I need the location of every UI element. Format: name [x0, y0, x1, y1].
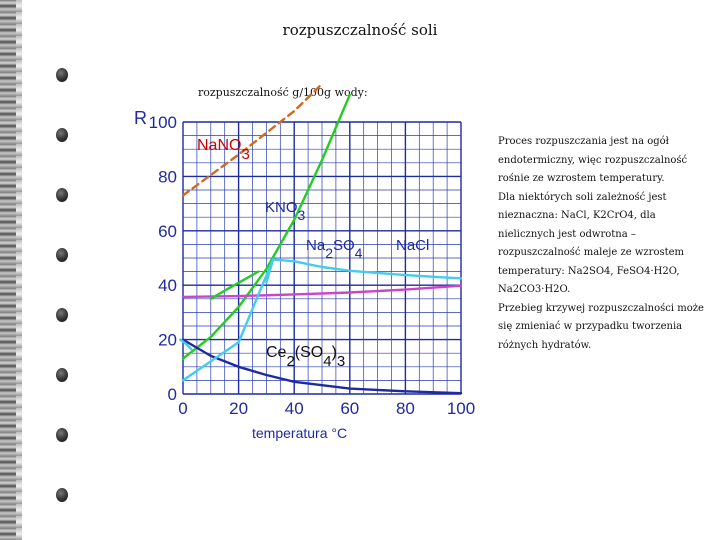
y-tick-label: 40: [158, 276, 177, 296]
y-tick-label: 20: [158, 330, 177, 350]
x-tick-label: 0: [178, 399, 188, 418]
y-tick-label: 60: [158, 221, 177, 241]
y-tick-label: 0: [167, 385, 177, 404]
curve-label: $Na_2SO_4$: [306, 237, 363, 261]
x-tick-label: 20: [229, 399, 249, 418]
curve-label: $KNO_3$: [265, 199, 306, 223]
x-axis-label: temperatura °C: [252, 425, 348, 441]
note-paragraph: Przebieg krzywej rozpuszczalności może się zmieniać w przypadku tworzenia różnych hydratów.: [498, 302, 704, 351]
x-tick-label: 100: [446, 399, 476, 418]
curve-label: NaNO$_3$: [197, 137, 250, 163]
x-tick-label: 40: [284, 399, 304, 418]
y-tick-label: 80: [158, 167, 177, 187]
curve-label: $Ce_2(SO_4)_3$: [266, 344, 346, 370]
slide-subtitle: rozpuszczalność g/100g wody:: [198, 86, 368, 99]
x-tick-label: 80: [395, 399, 415, 418]
slide-title: rozpuszczalność soli: [282, 21, 438, 39]
note-paragraph: Dla niektórych soli zależność jest nieznaczna: NaCl, K2CrO4, dla nielicznych jest odwrotna – rozpuszczalność maleje ze wzrostem temperatury: Na2SO4, FeSO4·H2O, Na2CO3·H2O.: [498, 191, 685, 295]
y-axis-label: R: [134, 108, 147, 128]
note-paragraph: Proces rozpuszczania jest na ogół endotermiczny, więc rozpuszczalność rośnie ze wzrostem temperatury.: [498, 136, 688, 184]
curve-label: NaCl: [396, 237, 430, 254]
x-tick-label: 60: [340, 399, 360, 418]
y-tick-label: 100: [148, 113, 177, 132]
